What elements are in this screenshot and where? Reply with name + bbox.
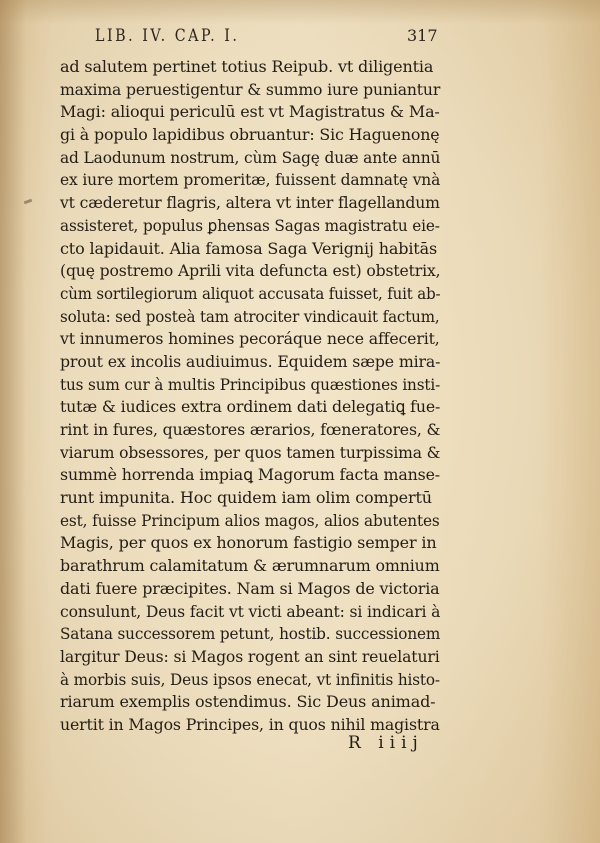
page-number: 317 — [407, 26, 438, 45]
text-line: (quę postremo Aprili vita defuncta est) obstetrix, — [60, 261, 441, 281]
text-line: barathrum calamitatum & ærumnarum omnium — [60, 556, 440, 576]
text-line: gi à populo lapidibus obruantur: Sic Haguenonę — [60, 125, 440, 145]
text-line: assisteret, populus ꝑhensas Sagas magistratu eie- — [60, 215, 440, 235]
text-line: soluta: sed posteà tam atrociter vindicauit factum, — [60, 306, 440, 326]
text-line: dati fuere præcipites. Nam si Magos de victoria — [60, 578, 440, 598]
text-line: rint in fures, quæstores ærarios, fœneratores, & — [60, 420, 441, 439]
text-block — [60, 56, 440, 737]
text-line: summè horrenda impiaꝗ Magorum facta manse- — [60, 465, 441, 485]
text-line: largitur Deus: si Magos rogent an sint reuelaturi — [60, 646, 440, 666]
text-line: cùm sortilegiorum aliquot accusata fuisset, fuit ab- — [60, 283, 441, 303]
text-line: maxima peruestigentur & summo iure puniantur — [60, 79, 441, 99]
running-head: LIB. IV. CAP. I. — [95, 26, 240, 46]
text-line: consulunt, Deus facit vt victi abeant: si indicari à — [60, 601, 441, 621]
margin-ink-mark — [24, 199, 33, 205]
text-line: est, fuisse Principum alios magos, alios abutentes — [60, 510, 440, 530]
text-line: Satana successorem petunt, hostib. successionem — [60, 624, 441, 644]
text-line: vt innumeros homines pecoráque nece affecerit, — [60, 329, 440, 349]
text-line: à morbis suis, Deus ipsos enecat, vt infinitis histo- — [60, 669, 440, 689]
text-line: prout ex incolis audiuimus. Equidem sæpe mira- — [60, 351, 441, 371]
text-line: viarum obsessores, per quos tamen turpissima & — [60, 442, 441, 462]
text-line: tus sum cur à multis Principibus quæstiones insti- — [60, 374, 441, 394]
text-line: riarum exemplis ostendimus. Sic Deus animad- — [60, 692, 436, 712]
text-line: runt impunita. Hoc quidem iam olim compertū — [60, 488, 432, 508]
text-line: Magi: alioqui periculū est vt Magistratus & Ma- — [60, 102, 440, 122]
text-line: Magis, per quos ex honorum fastigio semper in — [60, 533, 437, 553]
text-line: tutæ & iudices extra ordinem dati delegatiꝗ fue- — [60, 397, 441, 417]
signature-mark: R iiij — [348, 733, 424, 753]
text-line: uertit in Magos Principes, in quos nihil magistra — [60, 714, 440, 734]
text-line: ex iure mortem promeritæ, fuissent damnatę vnà — [60, 170, 441, 190]
text-line: ad Laodunum nostrum, cùm Sagę duæ ante annū — [60, 147, 441, 167]
text-line: cto lapidauit. Alia famosa Saga Verignij habitās — [60, 238, 438, 258]
text-line: vt cæderetur flagris, altera vt inter flagellandum — [60, 193, 440, 213]
text-line: ad salutem pertinet totius Reipub. vt diligentia — [60, 57, 434, 76]
